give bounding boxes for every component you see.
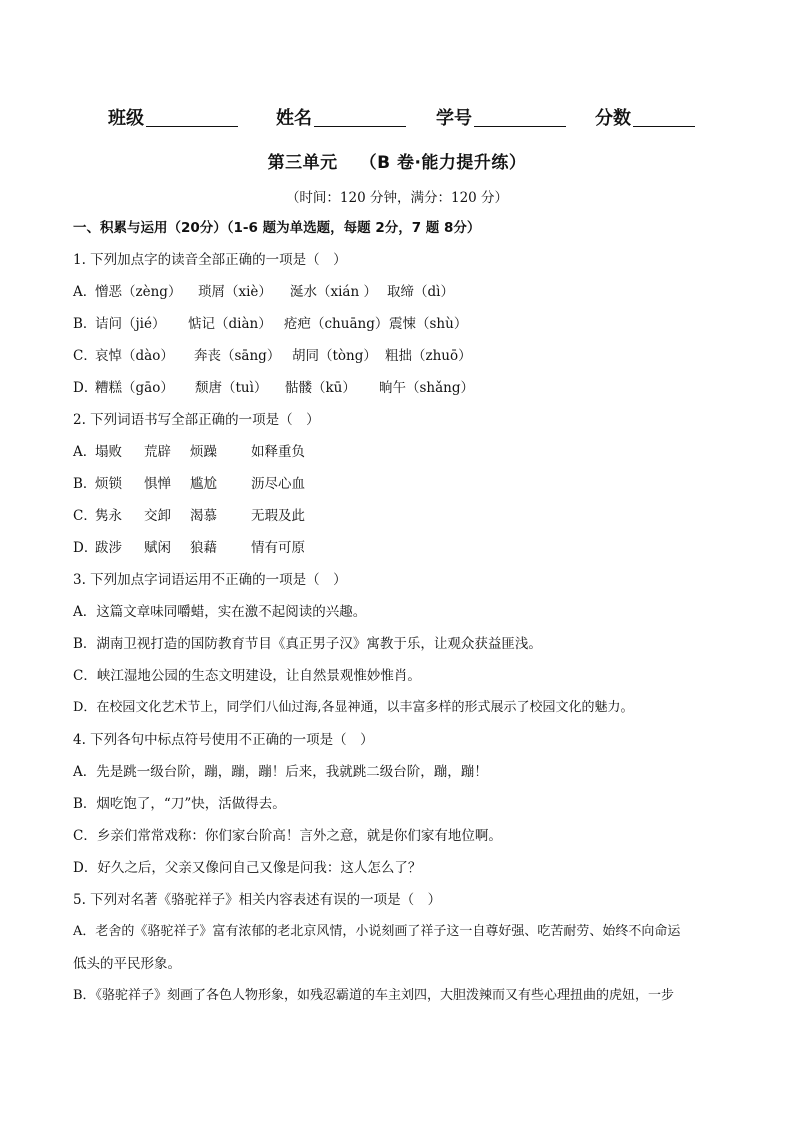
question-2-stem: 2. 下列词语书写全部正确的一项是（ ） [73, 412, 320, 428]
student-id-blank[interactable] [474, 108, 566, 127]
question-4-stem: 4. 下列各句中标点符号使用不正确的一项是（ ） [73, 732, 374, 748]
option-word: 震悚（shù） [389, 316, 468, 332]
question-3-option-d[interactable]: D．在校园文化艺术节上，同学们八仙过海,各显神通，以丰富多样的形式展示了校园文化的魅力。 [73, 700, 634, 715]
exam-duration-note: （时间：120 分钟，满分：120 分） [285, 190, 509, 206]
question-3-stem: 3. 下列加点字词语运用不正确的一项是（ ） [73, 572, 347, 588]
option-word: 粗拙（zhuō） [385, 348, 472, 364]
question-3-option-b[interactable]: B．湖南卫视打造的国防教育节目《真正男子汉》寓教于乐，让观众获益匪浅。 [73, 636, 542, 652]
option-label: D． [73, 540, 98, 556]
option-word: 惧惮 [144, 476, 171, 492]
question-4-option-d[interactable]: D．好久之后，父亲又像问自己又像是问我：这人怎么了？ [73, 860, 422, 876]
score-blank[interactable] [633, 108, 695, 127]
option-word: 隽永 [95, 508, 122, 524]
option-word: 跋涉 [95, 540, 122, 556]
option-word: 哀悼（dào） [95, 348, 174, 364]
question-4-option-a[interactable]: A．先是跳一级台阶，蹦，蹦，蹦！后来，我就跳二级台阶，蹦，蹦！ [73, 764, 488, 780]
option-label: C． [73, 508, 97, 524]
option-word: 琐屑（xiè） [198, 284, 272, 300]
question-1-option-d[interactable] [73, 378, 773, 398]
unit-title: 第三单元 [267, 153, 338, 173]
option-word: 尴尬 [190, 476, 217, 492]
option-word: 沥尽心血 [251, 476, 305, 492]
option-word: 奔丧（sāng） [194, 348, 281, 364]
question-1-stem: 1. 下列加点字的读音全部正确的一项是（ ） [73, 252, 347, 268]
option-label: B． [73, 316, 97, 332]
option-word: 情有可原 [251, 540, 305, 556]
option-word: 无瑕及此 [251, 508, 305, 524]
option-word: 如释重负 [251, 444, 305, 460]
option-word: 骷髅（kū） [285, 380, 356, 396]
page-title [0, 148, 794, 173]
option-word: 烦锁 [95, 476, 122, 492]
score-field[interactable] [595, 104, 695, 130]
question-5-option-a-continued: 低头的平民形象。 [73, 956, 181, 972]
question-2-option-b[interactable] [73, 474, 473, 494]
option-label: B． [73, 476, 97, 492]
class-field[interactable] [108, 104, 238, 130]
option-word: 糟糕（gāo） [95, 380, 174, 396]
question-2-option-c[interactable] [73, 506, 473, 526]
option-word: 渴慕 [190, 508, 217, 524]
question-1-option-c[interactable] [73, 346, 773, 366]
option-word: 赋闲 [144, 540, 171, 556]
question-4-option-c[interactable]: C．乡亲们常常戏称：你们家台阶高！言外之意，就是你们家有地位啊。 [73, 828, 502, 844]
option-word: 烦躁 [190, 444, 217, 460]
option-word: 狼藉 [190, 540, 217, 556]
score-label: 分数 [595, 108, 631, 129]
option-word: 交卸 [144, 508, 171, 524]
student-id-label: 学号 [436, 108, 472, 129]
section-heading: 一、积累与运用（20分）（1-6 题为单选题，每题 2分，7 题 8分） [73, 220, 481, 236]
option-word: 颓唐（tuì） [195, 380, 268, 396]
name-blank[interactable] [314, 108, 406, 127]
option-label: D． [73, 380, 98, 396]
question-3-option-c[interactable]: C．峡江湿地公园的生态文明建设，让自然景观惟妙惟肖。 [73, 668, 421, 684]
paper-type: （B 卷·能力提升练） [359, 153, 527, 173]
question-2-option-d[interactable] [73, 538, 473, 558]
option-word: 疮疤（chuāng） [284, 316, 389, 332]
option-word: 晌午（shǎng） [379, 380, 475, 396]
question-5-option-b[interactable]: B．《骆驼祥子》刻画了各色人物形象，如残忍霸道的车主刘四，大胆泼辣而又有些心理扭曲的虎妞，一步 [73, 988, 675, 1003]
option-word: 憎恶（zèng） [95, 284, 182, 300]
name-label: 姓名 [276, 108, 312, 129]
question-1-option-a[interactable] [73, 282, 773, 302]
question-2-option-a[interactable] [73, 442, 473, 462]
question-4-option-b[interactable]: B．烟吃饱了，“刀”快，活做得去。 [73, 796, 286, 812]
class-blank[interactable] [146, 108, 238, 127]
option-label: C． [73, 348, 97, 364]
option-word: 胡同（tòng） [292, 348, 377, 364]
question-5-option-a[interactable]: A．老舍的《骆驼祥子》富有浓郁的老北京风情，小说刻画了祥子这一自尊好强、吃苦耐劳、始终不向命运 [73, 924, 681, 939]
option-word: 涎水（xián ） [290, 284, 377, 300]
student-id-field[interactable] [436, 104, 566, 130]
option-label: A． [73, 284, 97, 300]
option-word: 塌败 [95, 444, 122, 460]
question-1-option-b[interactable] [73, 314, 773, 334]
student-info-row [108, 104, 708, 132]
name-field[interactable] [276, 104, 406, 130]
option-word: 荒辟 [144, 444, 171, 460]
class-label: 班级 [108, 108, 144, 129]
option-label: A． [73, 444, 97, 460]
question-3-option-a[interactable]: A．这篇文章味同嚼蜡，实在激不起阅读的兴趣。 [73, 604, 367, 620]
option-word: 惦记（diàn） [188, 316, 272, 332]
option-word: 诘问（jié） [95, 316, 166, 332]
option-word: 取缔（dì） [387, 284, 454, 300]
question-5-stem: 5. 下列对名著《骆驼祥子》相关内容表述有误的一项是（ ） [73, 892, 442, 908]
